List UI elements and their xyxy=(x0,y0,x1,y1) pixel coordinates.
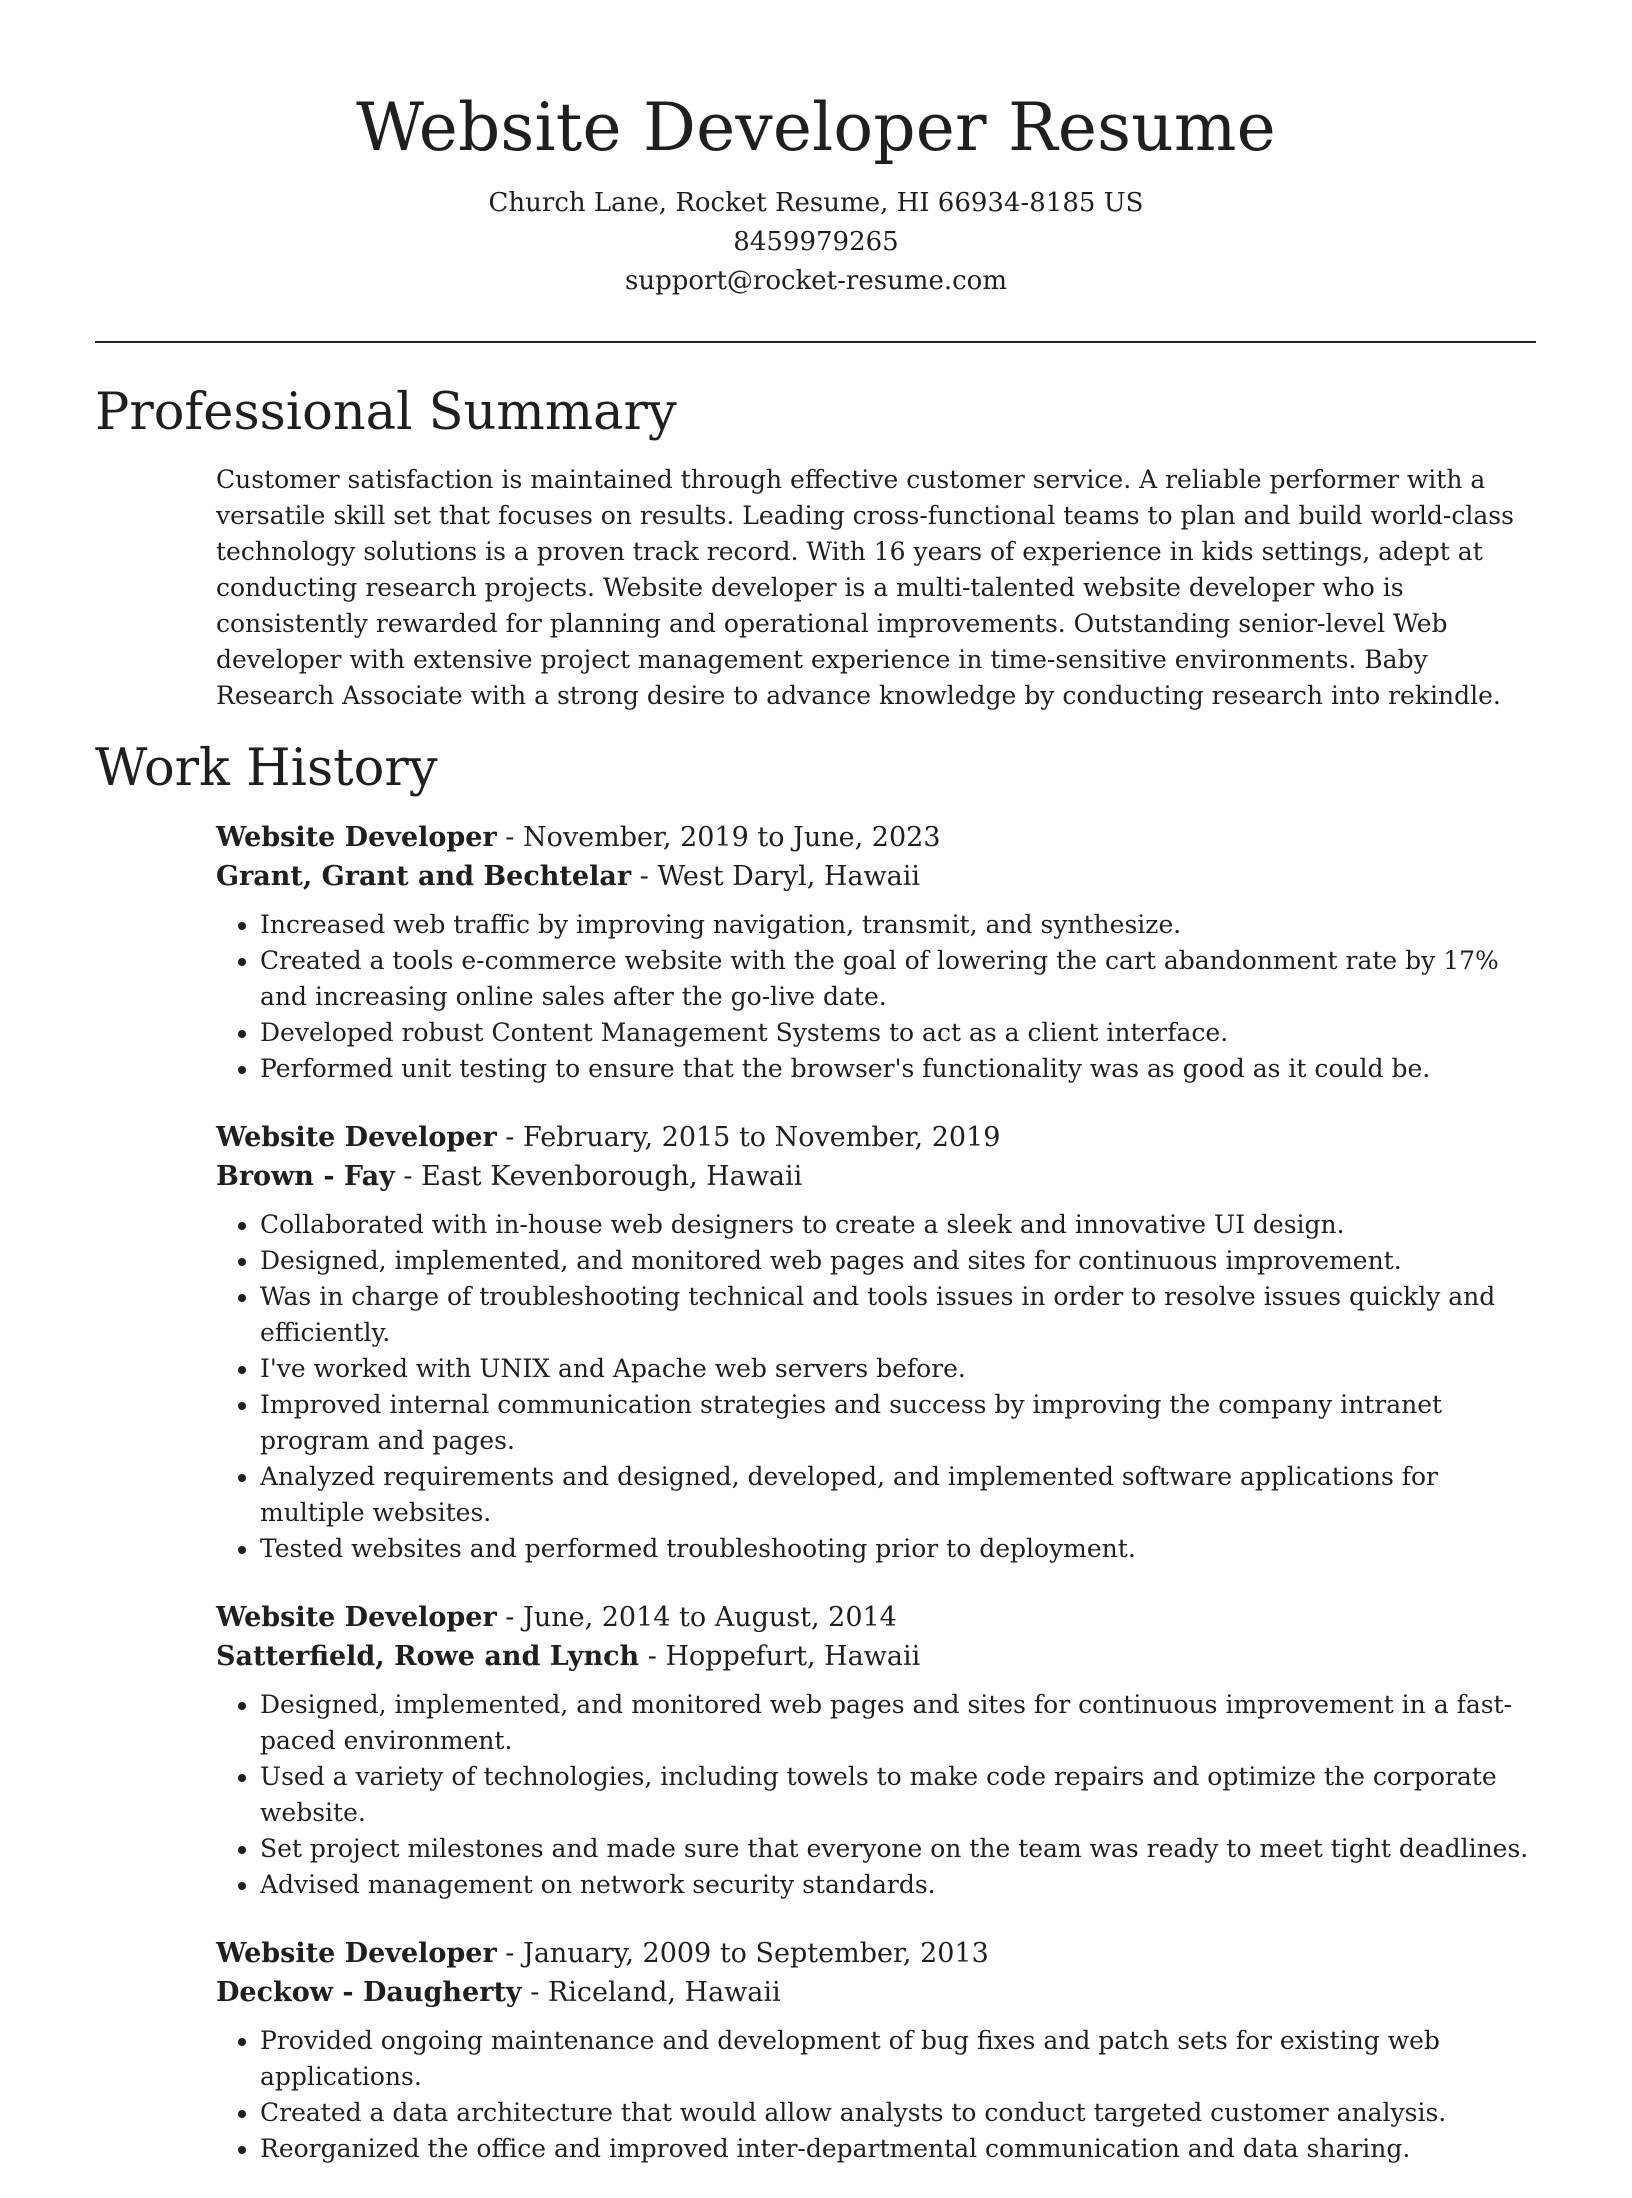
job-title-line xyxy=(216,818,1541,857)
job-bullets xyxy=(216,1687,1541,1903)
job-entry xyxy=(216,818,1541,1087)
resume-title: Website Developer Resume xyxy=(356,89,1276,166)
work-history-heading: Work History xyxy=(95,739,438,798)
job-bullet: • Tested websites and performed troubleshooting prior to deployment. xyxy=(260,1531,1541,1567)
job-bullet: • Performed unit testing to ensure that the browser's functionality was as good as it could be. xyxy=(260,1051,1541,1087)
job-role: Website Developer xyxy=(216,1938,497,1969)
job-bullet: • Set project milestones and made sure that everyone on the team was ready to meet tight deadlines. xyxy=(260,1831,1541,1867)
job-location: - West Daryl, Hawaii xyxy=(631,861,920,892)
job-company: Brown - Fay xyxy=(216,1161,395,1192)
job-title-line xyxy=(216,1934,1541,1973)
summary-text: Customer satisfaction is maintained through effective customer service. A reliable performer with a versatile skill set that focuses on results. Leading cross-functional teams to plan and build world-class technology solutions is a proven track record. With 16 years of experience in kids settings, adept at conducting research projects. Website developer is a multi-talented website developer who is consistently rewarded for planning and operational improvements. Outstanding senior-level Web developer with extensive project management experience in time-sensitive environments. Baby Research Associate with a strong desire to advance knowledge by conducting research into rekindle. xyxy=(216,465,1514,710)
job-dates: - June, 2014 to August, 2014 xyxy=(496,1602,897,1633)
work-history-list xyxy=(216,818,1541,2198)
job-dates: - January, 2009 to September, 2013 xyxy=(496,1938,989,1969)
job-bullet: • Created a data architecture that would allow analysts to conduct targeted customer analysis. xyxy=(260,2095,1541,2131)
resume-header xyxy=(0,0,1632,301)
job-company: Deckow - Daugherty xyxy=(216,1977,522,2008)
job-company-line xyxy=(216,1637,1541,1676)
job-company-line xyxy=(216,1157,1541,1196)
job-bullet: • I've worked with UNIX and Apache web servers before. xyxy=(260,1351,1541,1387)
job-dates: - November, 2019 to June, 2023 xyxy=(496,822,941,853)
job-bullet: • Was in charge of troubleshooting technical and tools issues in order to resolve issues quickly and efficiently. xyxy=(260,1279,1541,1351)
job-entry xyxy=(216,1118,1541,1567)
job-bullet: • Improved internal communication strategies and success by improving the company intranet program and pages. xyxy=(260,1387,1541,1459)
header-divider xyxy=(95,341,1536,343)
job-role: Website Developer xyxy=(216,1122,497,1153)
job-bullet: • Reorganized the office and improved inter-departmental communication and data sharing. xyxy=(260,2131,1541,2167)
job-bullet: • Developed robust Content Management Systems to act as a client interface. xyxy=(260,1015,1541,1051)
job-location: - Hoppefurt, Hawaii xyxy=(639,1641,921,1672)
job-bullet: • Created a tools e-commerce website with the goal of lowering the cart abandonment rate by 17% and increasing online sales after the go-live date. xyxy=(260,943,1541,1015)
job-bullet: • Designed, implemented, and monitored web pages and sites for continuous improvement. xyxy=(260,1243,1541,1279)
job-company-line xyxy=(216,857,1541,896)
job-title-line xyxy=(216,1598,1541,1637)
job-company: Grant, Grant and Bechtelar xyxy=(216,861,632,892)
job-role: Website Developer xyxy=(216,1602,497,1633)
job-bullet: • Used a variety of technologies, including towels to make code repairs and optimize the corporate website. xyxy=(260,1759,1541,1831)
job-location: - East Kevenborough, Hawaii xyxy=(394,1161,803,1192)
job-bullet: • Analyzed requirements and designed, developed, and implemented software applications for multiple websites. xyxy=(260,1459,1541,1531)
job-bullet: • Provided ongoing maintenance and development of bug fixes and patch sets for existing web applications. xyxy=(260,2023,1541,2095)
job-bullet: • Increased web traffic by improving navigation, transmit, and synthesize. xyxy=(260,907,1541,943)
job-role: Website Developer xyxy=(216,822,497,853)
job-company: Satterfield, Rowe and Lynch xyxy=(216,1641,640,1672)
summary-heading: Professional Summary xyxy=(95,383,677,442)
job-entry xyxy=(216,1934,1541,2167)
phone: 8459979265 xyxy=(733,227,899,257)
job-entry xyxy=(216,1598,1541,1903)
job-title-line xyxy=(216,1118,1541,1157)
address: Church Lane, Rocket Resume, HI 66934-8185 US xyxy=(488,188,1144,218)
job-bullet: • Designed, implemented, and monitored web pages and sites for continuous improvement in a fast-paced environment. xyxy=(260,1687,1541,1759)
job-bullets xyxy=(216,907,1541,1087)
job-bullets xyxy=(216,1207,1541,1567)
job-bullets xyxy=(216,2023,1541,2167)
job-dates: - February, 2015 to November, 2019 xyxy=(496,1122,1001,1153)
job-bullet: • Collaborated with in-house web designers to create a sleek and innovative UI design. xyxy=(260,1207,1541,1243)
job-company-line xyxy=(216,1973,1541,2012)
email: support@rocket-resume.com xyxy=(624,266,1007,296)
job-bullet: • Advised management on network security standards. xyxy=(260,1867,1541,1903)
job-location: - Riceland, Hawaii xyxy=(521,1977,781,2008)
contact-block xyxy=(0,184,1632,301)
